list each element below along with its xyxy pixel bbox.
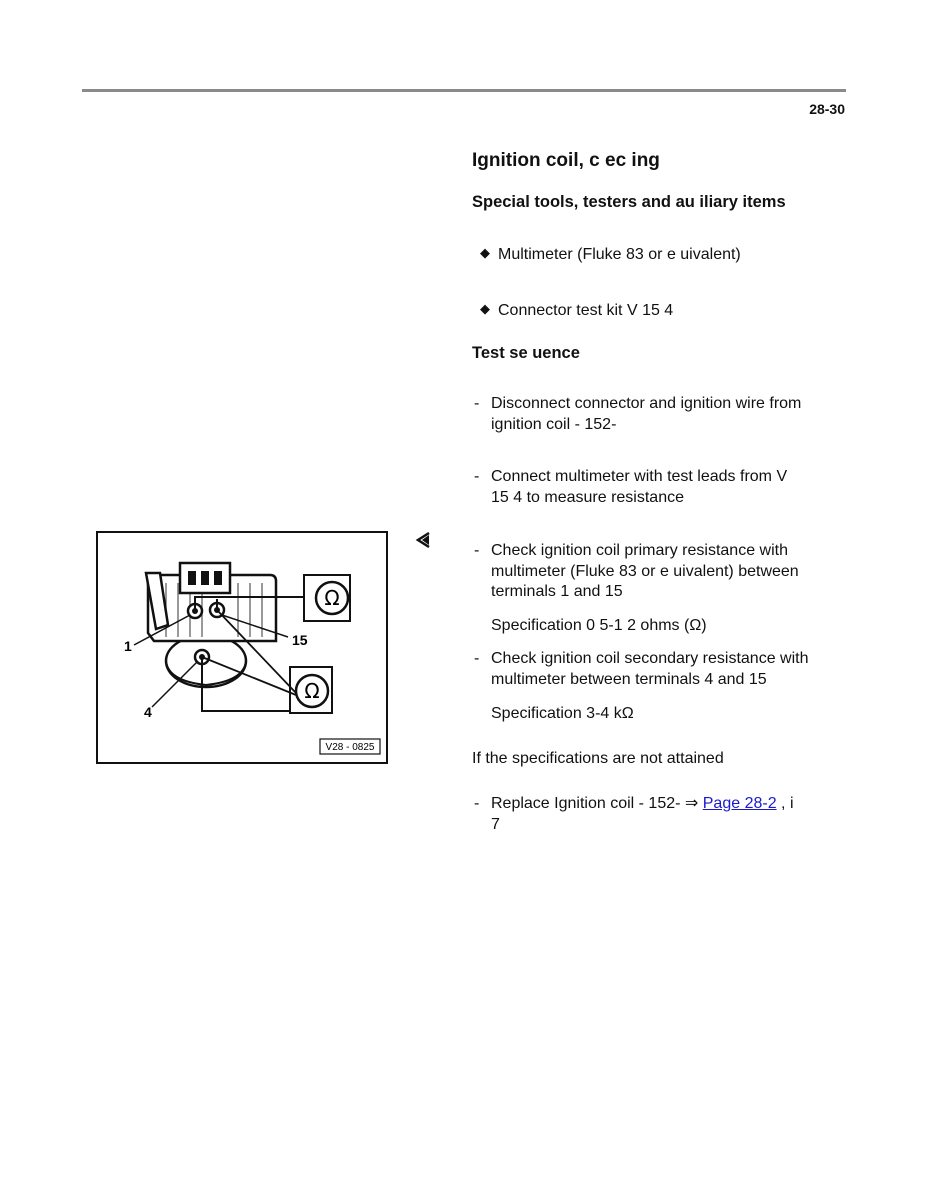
terminal-15-label: 15 bbox=[292, 632, 308, 648]
step-replace-coil: - Replace Ignition coil - 152- ⇒ Page 28-2 , i 7 bbox=[474, 795, 794, 833]
figure-pointer-arrow-icon bbox=[414, 530, 432, 550]
step-primary-resistance: - Check ignition coil primary resistance with multimeter (Fluke 83 or e uivalent) between terminals 1 and 15 bbox=[474, 542, 799, 600]
header-rule bbox=[82, 89, 846, 92]
ignition-coil-diagram bbox=[98, 533, 386, 762]
diamond-bullet-icon: ◆ bbox=[480, 245, 490, 260]
ohm-symbol-1: Ω bbox=[324, 586, 340, 610]
primary-specification: Specification 0 5-1 2 ohms (Ω) bbox=[491, 617, 707, 634]
ignition-coil-figure bbox=[96, 531, 388, 764]
ohm-symbol-2: Ω bbox=[304, 679, 320, 703]
step-secondary-resistance: - Check ignition coil secondary resistance with multimeter between terminals 4 and 15 bbox=[474, 650, 809, 688]
page-28-2-link[interactable]: Page 28-2 bbox=[702, 795, 777, 812]
step-disconnect: - Disconnect connector and ignition wire from ignition coil - 152- bbox=[474, 395, 802, 433]
step-connect: - Connect multimeter with test leads from V 15 4 to measure resistance bbox=[474, 468, 788, 506]
page-number: 28-30 bbox=[809, 101, 845, 117]
section-title: Ignition coil, c ec ing bbox=[472, 150, 660, 171]
tools-heading: Special tools, testers and au iliary items bbox=[472, 193, 786, 211]
terminal-4-label: 4 bbox=[144, 704, 152, 720]
secondary-specification: Specification 3-4 kΩ bbox=[491, 705, 634, 722]
not-attained-note: If the specifications are not attained bbox=[472, 750, 724, 767]
tool-item-connector-kit: ◆ Connector test kit V 15 4 bbox=[480, 301, 674, 319]
figure-code: V28 - 0825 bbox=[325, 742, 375, 753]
terminal-1-label: 1 bbox=[124, 638, 132, 654]
sequence-heading: Test se uence bbox=[472, 344, 580, 362]
tool-item-multimeter: ◆ Multimeter (Fluke 83 or e uivalent) bbox=[480, 245, 741, 263]
diamond-bullet-icon: ◆ bbox=[480, 301, 490, 316]
